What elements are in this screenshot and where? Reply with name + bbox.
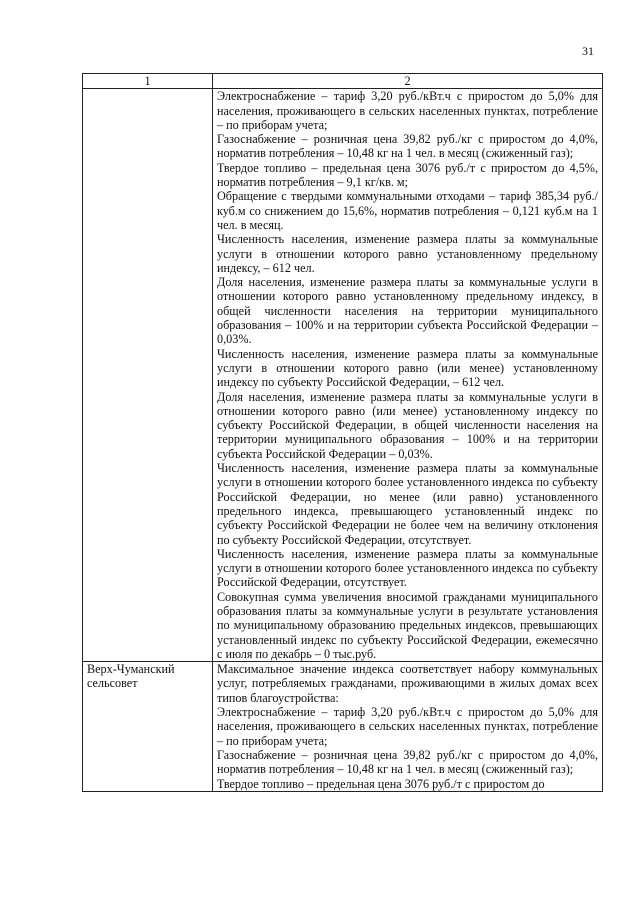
description-cell xyxy=(213,662,603,792)
paragraph-solid-fuel: Твердое топливо – предельная цена 3076 руб./т с приростом до 4,5%, норматив потребления – 9,1 кг/кв. м; xyxy=(217,160,598,190)
paragraph-waste: Обращение с твердыми коммунальными отходами – тариф 385,34 руб./куб.м со снижением до 15,6%, норматив потребления – 0,121 куб.м на 1 чел. в месяц. xyxy=(217,189,598,232)
paragraph-share-equal-regional: Доля населения, изменение размера платы за коммунальные услуги в отношении которого равно (или менее) установленному индексу по субъекту Российской Федерации, в общей численности населения на территории муниципального образования – 100% и на территории субъекта Российской Федерации – 0,03%. xyxy=(217,389,598,461)
paragraph-total-increase: Совокупная сумма увеличения вносимой гражданами муниципального образования платы за коммунальные услуги в результате установления по муниципальному образованию предельных индексов, превышающих установленный индекс по субъекту Российской Федерации, ежемесячно с июля по декабрь – 0 тыс.руб. xyxy=(217,589,598,661)
paragraph-electricity: Электроснабжение – тариф 3,20 руб./кВт.ч с приростом до 5,0% для населения, проживающего в сельских населенных пунктах, потребление – по приборам учета; xyxy=(217,705,598,748)
municipality-cell xyxy=(83,89,213,662)
paragraph-max-index: Максимальное значение индекса соответствует набору коммунальных услуг, потребляемых гражданами, проживающими в жилых домах всех типов благоустройства: xyxy=(217,662,598,705)
table-header-row xyxy=(83,74,603,89)
paragraph-electricity: Электроснабжение – тариф 3,20 руб./кВт.ч с приростом до 5,0% для населения, проживающего в сельских населенных пунктах, потребление – по приборам учета; xyxy=(217,89,598,132)
paragraph-solid-fuel: Твердое топливо – предельная цена 3076 руб./т с приростом до xyxy=(217,776,545,791)
paragraph-gas: Газоснабжение – розничная цена 39,82 руб./кг с приростом до 4,0%, норматив потребления – 10,48 кг на 1 чел. в месяц (сжиженный газ); xyxy=(217,747,598,777)
paragraph-population-above-regional: Численность населения, изменение размера платы за коммунальные услуги в отношении которого более установленного индекса по субъекту Российской Федерации, отсутствует. xyxy=(217,546,598,590)
paragraph-population-above-regional-within-deviation: Численность населения, изменение размера платы за коммунальные услуги в отношении которого более установленного индекса по субъекту Российской Федерации, но менее (или равно) установленного предельного индекса, превышающего установленный индекс по субъекту Российской Федерации не более чем на величину отклонения по субъекту Российской Федерации, отсутствует. xyxy=(217,461,598,547)
paragraph-population-equal-regional: Численность населения, изменение размера платы за коммунальные услуги в отношении которого равно (или менее) установленному индексу по субъекту Российской Федерации, – 612 чел. xyxy=(217,346,598,390)
tariff-table xyxy=(82,73,603,792)
table-row xyxy=(83,662,603,792)
municipality-cell: Верх-Чуманский сельсовет xyxy=(83,662,213,792)
paragraph-gas: Газоснабжение – розничная цена 39,82 руб./кг с приростом до 4,0%, норматив потребления – 10,48 кг на 1 чел. в месяц (сжиженный газ); xyxy=(217,132,598,161)
header-cell-col1: 1 xyxy=(83,74,213,89)
description-cell xyxy=(213,89,603,662)
paragraph-share-equal-limit: Доля населения, изменение размера платы за коммунальные услуги в отношении которого равно установленному предельному индексу, в общей численности населения на территории муниципального образования – 100% и на территории субъекта Российской Федерации – 0,03%. xyxy=(217,275,598,347)
page-number: 31 xyxy=(582,44,594,58)
header-cell-col2: 2 xyxy=(213,74,603,89)
paragraph-population-equal-limit: Численность населения, изменение размера платы за коммунальные услуги в отношении которого равно установленному предельному индексу, – 612 чел. xyxy=(217,232,598,275)
table-row xyxy=(83,89,603,662)
